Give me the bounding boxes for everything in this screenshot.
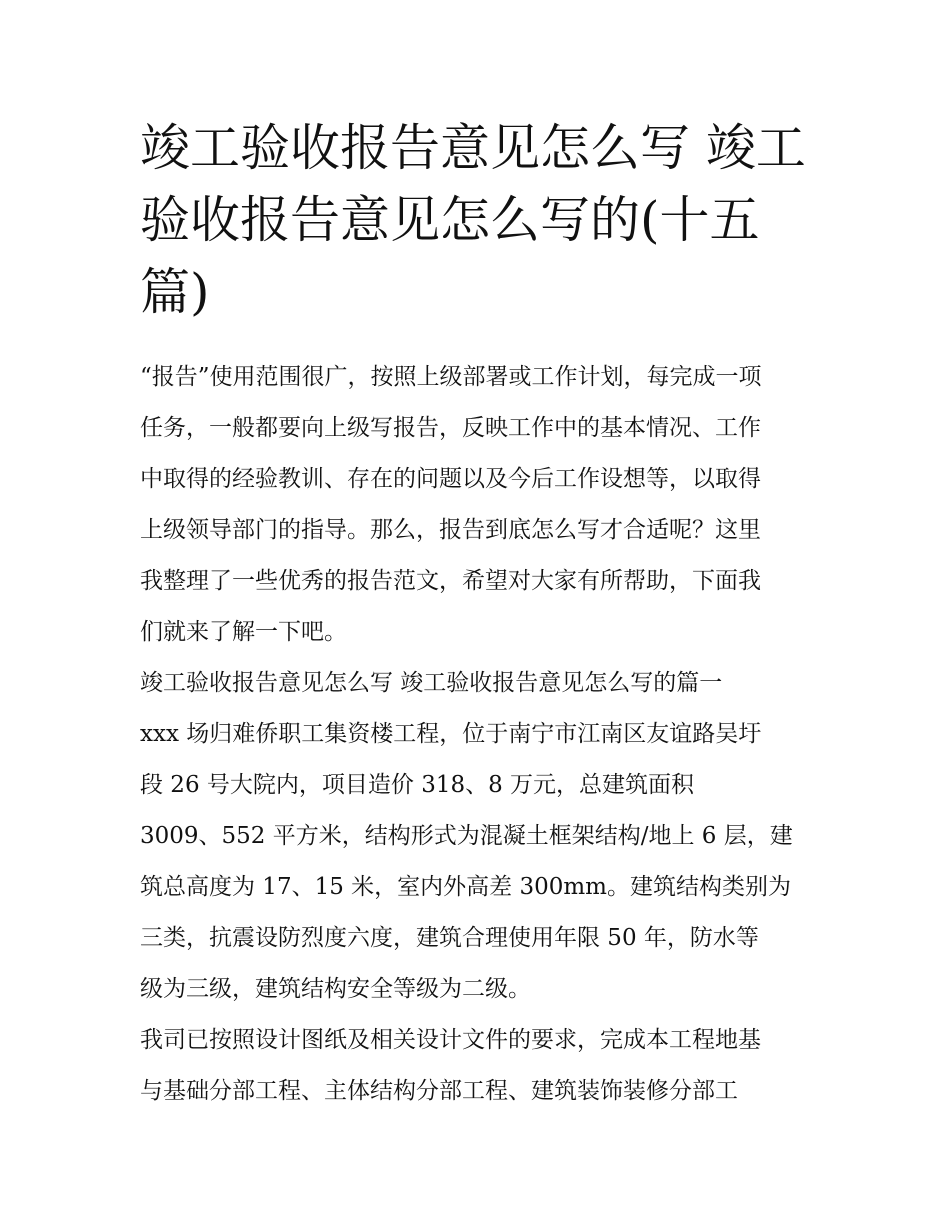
section-heading [140,658,816,709]
text-line: “报告”使用范围很广，按照上级部署或工作计划，每完成一项 [140,364,762,390]
text-line: 任务，一般都要向上级写报告，反映工作中的基本情况、工作 [140,415,761,441]
completion-paragraph [140,1015,816,1117]
text-line: xxx 场归难侨职工集资楼工程，位于南宁市江南区友谊路吴圩 [140,721,762,747]
text-line: 与基础分部工程、主体结构分部工程、建筑装饰装修分部工 [140,1078,738,1104]
text-line: 竣工验收报告意见怎么写 竣工验收报告意见怎么写的篇一 [140,670,723,696]
text-line: 我整理了一些优秀的报告范文，希望对大家有所帮助，下面我 [140,568,761,594]
text-line: 中取得的经验教训、存在的问题以及今后工作设想等，以取得 [140,466,761,492]
text-line: 筑总高度为 17、15 米，室内外高差 300mm。建筑结构类别为 [140,874,791,900]
document-title: 竣工验收报告意见怎么写 竣工验收报告意见怎么写的(十五篇) [140,119,806,321]
text-line: 段 26 号大院内，项目造价 318、8 万元，总建筑面积 [140,772,695,798]
text-line: 级为三级，建筑结构安全等级为二级。 [140,976,531,1002]
text-line: 三类，抗震设防烈度六度，建筑合理使用年限 50 年，防水等 [140,925,759,951]
text-line: 3009、552 平方米，结构形式为混凝土框架结构/地上 6 层，建 [140,823,793,849]
intro-paragraph [140,352,816,658]
project-paragraph [140,709,816,1015]
text-line: 上级领导部门的指导。那么，报告到底怎么写才合适呢？这里 [140,517,761,543]
document-body [140,352,816,1117]
text-line: 们就来了解一下吧。 [140,619,347,645]
text-line: 我司已按照设计图纸及相关设计文件的要求，完成本工程地基 [140,1027,761,1053]
